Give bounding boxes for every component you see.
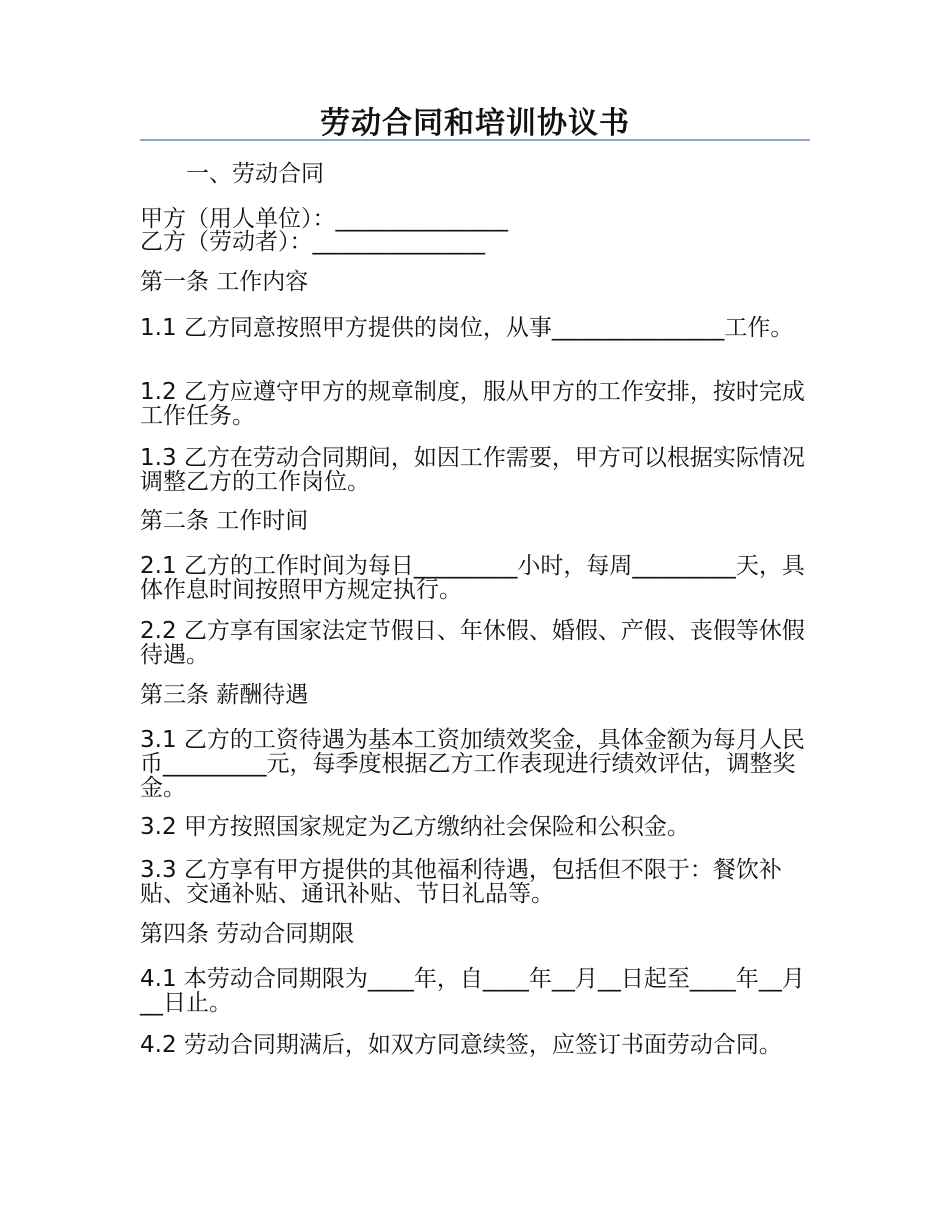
title-underline <box>140 139 810 141</box>
article-1-heading: 第一条 工作内容 <box>140 269 309 295</box>
party-b-line: 乙方（劳动者）：_______________ <box>140 229 485 255</box>
clause-3-2: 3.2 甲方按照国家规定为乙方缴纳社会保险和公积金。 <box>140 814 690 840</box>
clause-4-2: 4.2 劳动合同期满后，如双方同意续签，应签订书面劳动合同。 <box>140 1032 782 1058</box>
clause-2-1: 2.1 乙方的工作时间为每日_________小时，每周_________天，具体作息时间按照甲方规定执行。 <box>140 553 805 603</box>
clause-2-2: 2.2 乙方享有国家法定节假日、年休假、婚假、产假、丧假等休假待遇。 <box>140 618 805 668</box>
clause-4-1: 4.1 本劳动合同期限为____年，自____年__月__日起至____年__月__日止。 <box>140 966 805 1016</box>
section-label: 一、劳动合同 <box>186 161 324 187</box>
article-3-heading: 第三条 薪酬待遇 <box>140 682 309 708</box>
document-title: 劳动合同和培训协议书 <box>320 106 630 141</box>
clause-1-2: 1.2 乙方应遵守甲方的规章制度，服从甲方的工作安排，按时完成工作任务。 <box>140 379 805 429</box>
clause-3-1: 3.1 乙方的工资待遇为基本工资加绩效奖金，具体金额为每月人民币_________元，每季度根据乙方工作表现进行绩效评估，调整奖金。 <box>140 727 805 801</box>
clause-3-3: 3.3 乙方享有甲方提供的其他福利待遇，包括但不限于：餐饮补贴、交通补贴、通讯补贴、节日礼品等。 <box>140 857 782 907</box>
party-a-line: 甲方（用人单位）：_______________ <box>140 206 508 232</box>
article-4-heading: 第四条 劳动合同期限 <box>140 921 355 947</box>
article-2-heading: 第二条 工作时间 <box>140 508 309 534</box>
clause-1-1: 1.1 乙方同意按照甲方提供的岗位，从事_______________工作。 <box>140 315 794 341</box>
clause-1-3: 1.3 乙方在劳动合同期间，如因工作需要，甲方可以根据实际情况调整乙方的工作岗位。 <box>140 445 805 495</box>
